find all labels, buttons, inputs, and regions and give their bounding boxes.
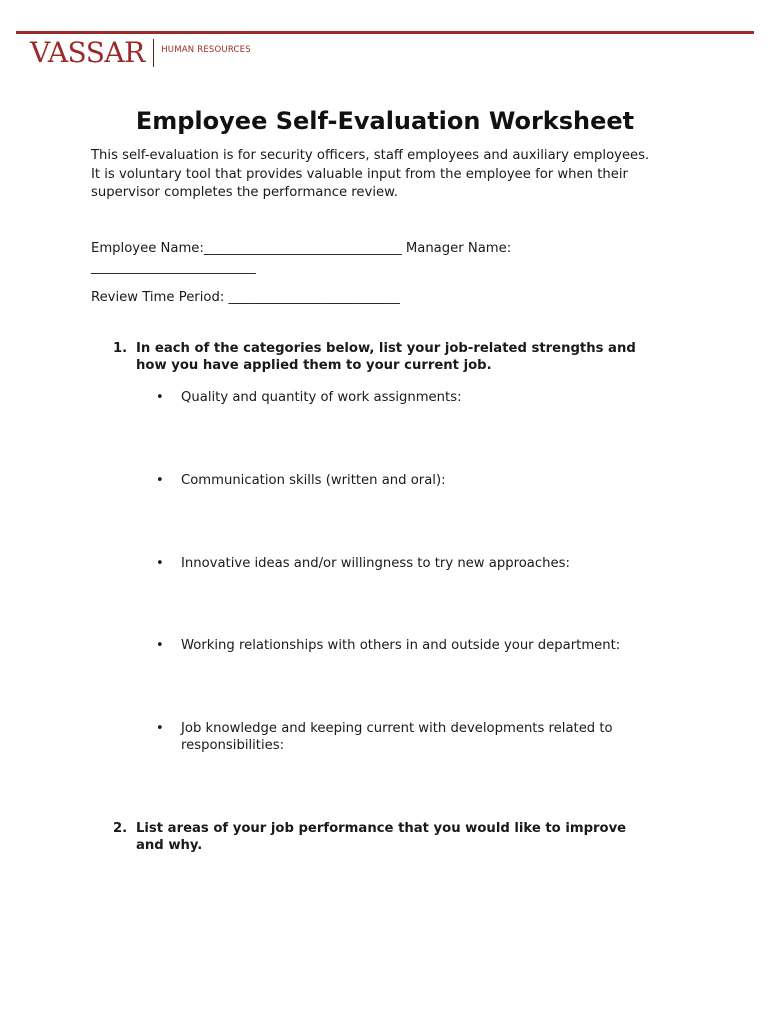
bullet-text: Communication skills (written and oral): [181, 473, 446, 488]
question-2 [113, 820, 626, 854]
intro-line: It is voluntary tool that provides valuable input from the employee for when their [91, 166, 628, 182]
name-fields [91, 240, 511, 277]
bullet-text: Innovative ideas and/or willingness to try new approaches: [181, 556, 570, 571]
question-number: 2. [113, 821, 128, 836]
header-rule [16, 31, 754, 34]
bullet-icon: • [156, 638, 164, 653]
intro-paragraph [91, 147, 711, 203]
question-text: List areas of your job performance that you would like to improve [136, 821, 627, 836]
bullet-quality-quantity [156, 389, 462, 406]
logo-divider [153, 39, 155, 67]
bullet-text: Job knowledge and keeping current with developments related to [181, 721, 613, 736]
question-1 [113, 340, 636, 374]
bullet-text: Quality and quantity of work assignments: [181, 390, 462, 405]
bullet-innovative-ideas [156, 555, 570, 572]
bullet-job-knowledge [156, 720, 613, 754]
bullet-text: Working relationships with others in and outside your department: [181, 638, 621, 653]
page-title: Employee Self-Evaluation Worksheet [135, 107, 635, 135]
question-text: and why. [136, 838, 203, 853]
intro-line: This self-evaluation is for security officers, staff employees and auxiliary employees. [91, 148, 650, 163]
logo-subtitle: HUMAN RESOURCES [161, 44, 251, 55]
bullet-working-relationships [156, 637, 620, 654]
bullet-icon: • [156, 721, 164, 736]
question-text: how you have applied them to your current job. [136, 358, 492, 373]
bullet-communication [156, 472, 446, 489]
review-period-field[interactable]: Review Time Period: __________________________ [91, 290, 400, 305]
manager-name-blank[interactable]: _________________________ [91, 259, 256, 275]
bullet-icon: • [156, 390, 164, 405]
bullet-icon: • [156, 473, 164, 488]
employee-manager-name-field[interactable]: Employee Name:______________________________ Manager Name: [91, 241, 512, 256]
question-text: In each of the categories below, list your job-related strengths and [136, 341, 636, 356]
vassar-logo [30, 38, 251, 68]
question-number: 1. [113, 341, 128, 356]
bullet-icon: • [156, 556, 164, 571]
logo-wordmark: VASSAR [30, 36, 145, 69]
bullet-text: responsibilities: [181, 738, 285, 753]
intro-line: supervisor completes the performance review. [91, 185, 398, 200]
